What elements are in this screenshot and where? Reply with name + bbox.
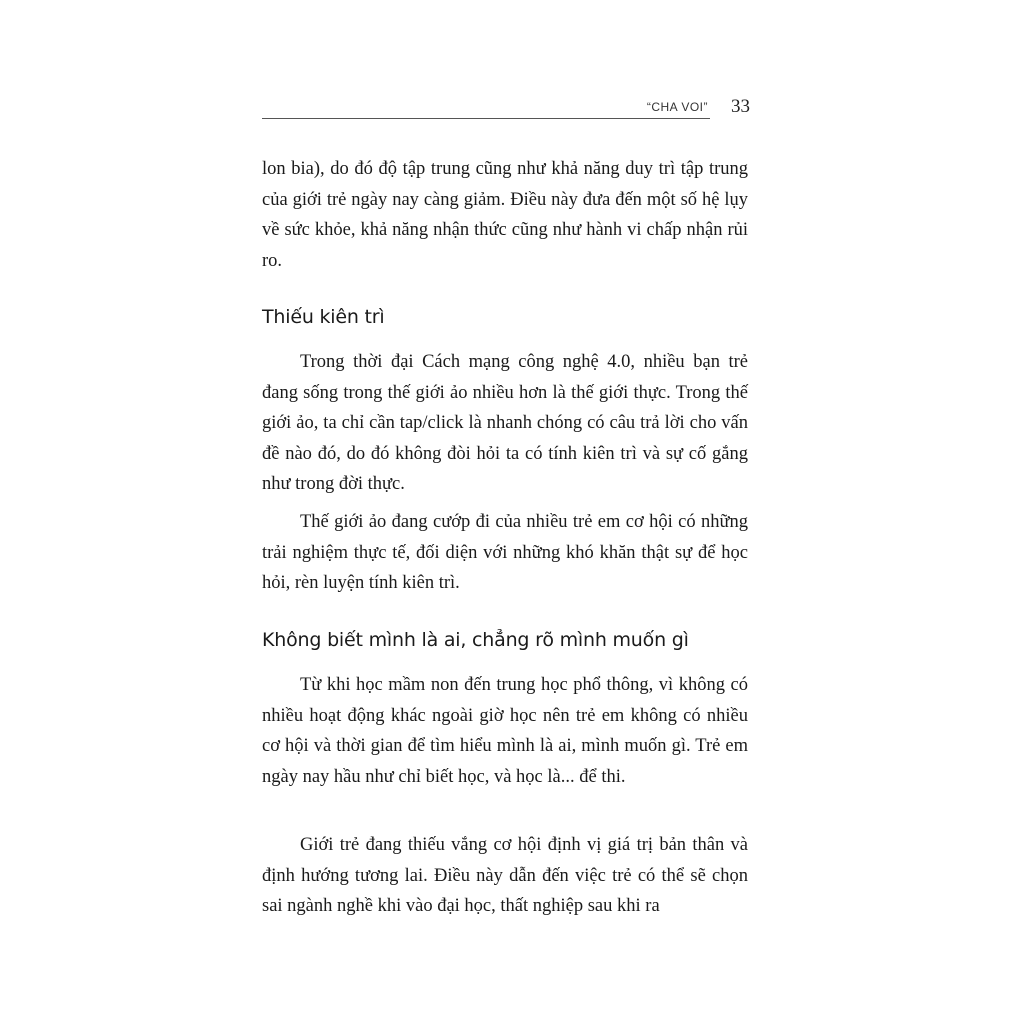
- paragraph-continuation: lon bia), do đó độ tập trung cũng như khả năng duy trì tập trung của giới trẻ ngày nay càng giảm. Điều này đưa đến một số hệ lụy về sức khỏe, khả năng nhận thức cũng như hành vi chấp nhận rủi ro.: [262, 159, 748, 271]
- paragraph-career-orientation: Giới trẻ đang thiếu vắng cơ hội định vị giá trị bản thân và định hướng tương lai. Điều này dẫn đến việc trẻ có thể sẽ chọn sai ngành nghề khi vào đại học, thất nghiệp sau khi ra: [262, 835, 748, 916]
- running-header: [262, 96, 750, 124]
- paragraph-school-years: Từ khi học mầm non đến trung học phổ thông, vì không có nhiều hoạt động khác ngoài giờ học nên trẻ em không có nhiều cơ hội và thời gian để tìm hiểu mình là ai, mình muốn gì. Trẻ em ngày nay hầu như chỉ biết học, và học là... để thi.: [262, 675, 748, 787]
- paragraph-virtual-world-robbing: Thế giới ảo đang cướp đi của nhiều trẻ em cơ hội có những trải nghiệm thực tế, đối diện với những khó khăn thật sự để học hỏi, rèn luyện tính kiên trì.: [262, 512, 748, 593]
- section-heading-khong-biet-minh-la-ai: Không biết mình là ai, chẳng rõ mình muốn gì: [262, 629, 689, 651]
- running-header-title: “CHA VOI”: [646, 100, 708, 114]
- section-heading-thieu-kien-tri: Thiếu kiên trì: [262, 306, 385, 328]
- paragraph-virtual-world: Trong thời đại Cách mạng công nghệ 4.0, nhiều bạn trẻ đang sống trong thế giới ảo nhiều hơn là thế giới thực. Trong thế giới ảo, ta chỉ cần tap/click là nhanh chóng có câu trả lời cho vấn đề nào đó, do đó không đòi hỏi ta có tính kiên trì và sự cố gắng như trong đời thực.: [262, 352, 748, 494]
- header-rule: [262, 118, 710, 119]
- page-number: 33: [731, 96, 750, 117]
